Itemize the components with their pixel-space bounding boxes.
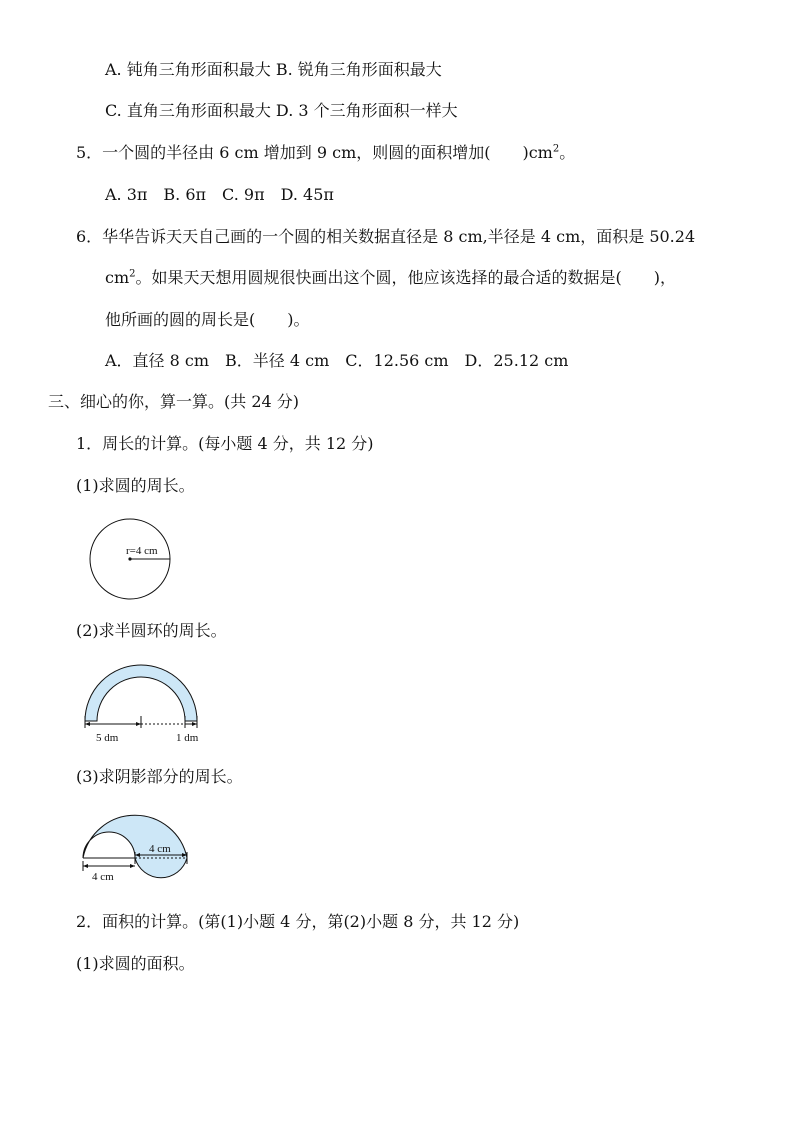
radius-label: r=4 cm xyxy=(126,545,158,557)
label-top-4cm: 4 cm xyxy=(149,843,171,855)
q4-option-line-1: A. 钝角三角形面积最大 B. 锐角三角形面积最大 xyxy=(105,60,442,79)
shaded-region-figure xyxy=(78,805,193,890)
arrow-bottom-left xyxy=(83,864,88,868)
s3-q1-2: (2)求半圆环的周长。 xyxy=(76,621,227,640)
ring-shape xyxy=(85,665,197,721)
q5-options: A. 3π B. 6π C. 9π D. 45π xyxy=(105,185,334,204)
q6-text: 。如果天天想用圆规很快画出这个圆，他应该选择的最合适的数据是( )， xyxy=(135,268,677,287)
semicircle-ring-figure xyxy=(80,664,205,746)
q6-line-1: 6．华华告诉天天自己画的一个圆的相关数据直径是 8 cm,半径是 4 cm，面积是 50.24 xyxy=(76,227,696,246)
q6-line-3: 他所画的圆的周长是( )。 xyxy=(105,310,310,329)
q5-superscript: 2 xyxy=(552,143,560,155)
q6-superscript: 2 xyxy=(129,268,136,280)
q5-question xyxy=(76,143,575,163)
arrow-center xyxy=(136,722,141,726)
label-bottom-4cm: 4 cm xyxy=(92,871,114,883)
s3-q1-1: (1)求圆的周长。 xyxy=(76,476,195,495)
q6-options: A．直径 8 cm B．半径 4 cm C．12.56 cm D．25.12 cm xyxy=(105,351,569,370)
shaded-shape xyxy=(83,815,187,877)
arrow-bottom-right xyxy=(130,864,135,868)
arrow-right xyxy=(192,722,197,726)
q4-option-line-2: C. 直角三角形面积最大 D. 3 个三角形面积一样大 xyxy=(105,101,458,120)
s3-q2-1: (1)求圆的面积。 xyxy=(76,954,195,973)
s3-q1-title: 1．周长的计算。(每小题 4 分，共 12 分) xyxy=(76,434,374,453)
q6-line-2 xyxy=(105,268,676,288)
s3-q1-3: (3)求阴影部分的周长。 xyxy=(76,767,243,786)
q5-text-end: 。 xyxy=(559,143,576,162)
section-3-title: 三、细心的你，算一算。(共 24 分) xyxy=(48,392,300,411)
q6-unit: cm xyxy=(105,268,130,287)
circle-figure xyxy=(85,515,180,605)
label-5dm: 5 dm xyxy=(96,732,119,744)
arrow-left xyxy=(85,722,90,726)
label-1dm: 1 dm xyxy=(176,732,199,744)
q5-text: 5．一个圆的半径由 6 cm 增加到 9 cm，则圆的面积增加( )cm xyxy=(76,143,553,162)
s3-q2-title: 2．面积的计算。(第(1)小题 4 分，第(2)小题 8 分，共 12 分) xyxy=(76,912,520,931)
